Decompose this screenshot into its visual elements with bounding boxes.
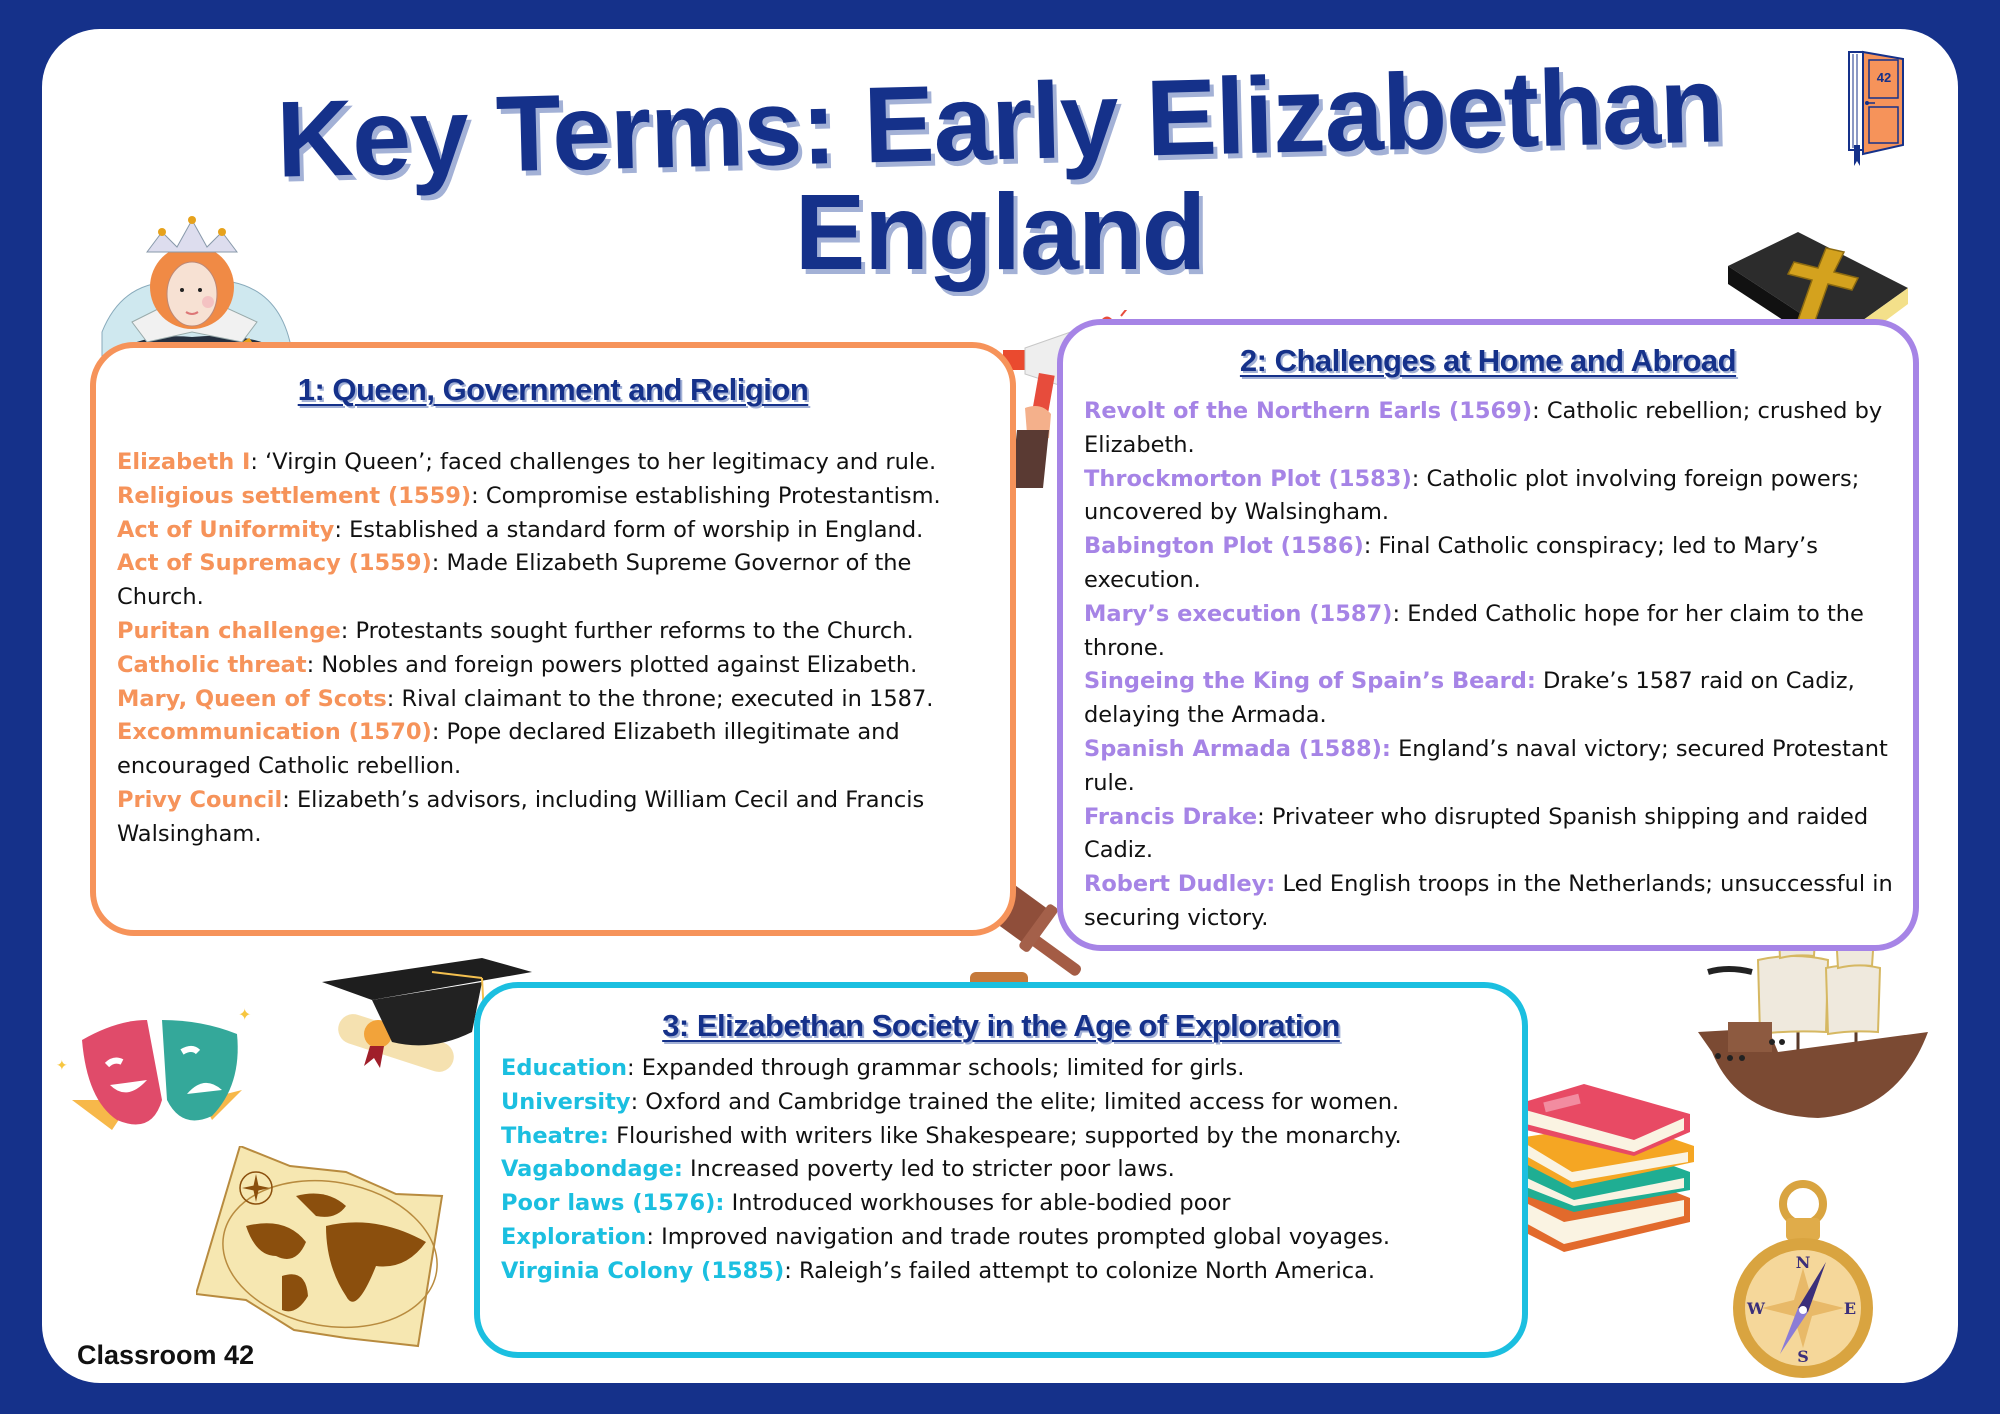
section-heading: 1: Queen, Government and Religion [297,372,809,407]
term-key: Exploration [501,1223,647,1250]
term-separator: : [386,685,402,712]
term-separator: : [306,651,322,678]
term-key: Poor laws (1576): [501,1190,725,1217]
term-key: Virginia Colony (1585) [501,1257,785,1284]
term-item [1084,598,1914,666]
svg-text:✦: ✦ [238,1005,252,1024]
term-definition: Rival claimant to the throne; executed in 1587. [401,685,934,712]
term-key: Catholic threat [117,651,307,678]
term-item [501,1255,1521,1289]
section-challenges-home-abroad [1057,319,1919,951]
term-definition: Raleigh’s failed attempt to colonize North America. [798,1257,1376,1284]
term-item [117,514,997,548]
term-key: Education [501,1055,627,1081]
term-item [1084,868,1914,936]
term-separator: : [282,786,297,813]
term-separator: : [431,550,447,577]
term-separator [609,1123,616,1149]
term-item [1084,395,1914,463]
term-definition: Ended Catholic hope for her claim to the throne. [1084,600,1864,661]
svg-text:42: 42 [1876,70,1892,85]
term-separator: : [334,516,350,543]
term-list [501,1052,1521,1289]
book-stack-icon [1504,1076,1700,1252]
term-key: Elizabeth I [117,449,251,475]
term-item [501,1221,1521,1255]
term-definition: Privateer who disrupted Spanish shipping and raided Cadiz. [1084,803,1869,864]
term-key: Francis Drake [1084,803,1258,830]
term-definition: Led English troops in the Netherlands; unsuccessful in securing victory. [1084,871,1893,931]
svg-text:N: N [1795,1253,1811,1272]
svg-text:W: W [1747,1299,1765,1318]
page-title-line-1: Key Terms: Early Elizabethan [275,43,1725,200]
term-key: Mary, Queen of Scots [117,685,387,712]
term-definition: Final Catholic conspiracy; led to Mary’s execution. [1084,533,1818,593]
term-separator [1391,736,1398,762]
term-item [501,1153,1521,1187]
theatre-masks-icon [42,990,262,1140]
term-key: Act of Supremacy (1559) [117,550,432,577]
term-key: Mary’s execution (1587) [1084,600,1393,627]
term-definition: Improved navigation and trade routes prompted global voyages. [661,1223,1391,1250]
term-separator: : [1257,803,1272,830]
term-definition: Oxford and Cambridge trained the elite; limited access for women. [645,1088,1400,1115]
term-item [1084,463,1914,531]
term-item [117,480,997,514]
svg-text:E: E [1843,1299,1857,1318]
compass-icon [1728,1172,1878,1382]
footer-brand: Classroom 42 [77,1340,255,1370]
term-separator: : [471,482,486,509]
term-definition: Flourished with writers like Shakespeare; supported by the monarchy. [616,1122,1402,1149]
term-item [117,649,997,683]
term-definition: Increased poverty led to stricter poor laws. [690,1156,1175,1183]
term-separator [1536,668,1543,694]
term-key: Act of Uniformity [117,516,335,543]
term-item [117,784,997,852]
term-definition: ‘Virgin Queen’; faced challenges to her legitimacy and rule. [265,449,937,475]
term-separator: : [626,1055,642,1081]
section-heading: 3: Elizabethan Society in the Age of Exploration [662,1008,1340,1043]
term-item [1084,733,1914,801]
term-item [117,683,997,717]
term-separator [683,1156,690,1182]
term-definition: Introduced workhouses for able-bodied poor [731,1190,1231,1217]
term-item [1084,665,1914,733]
term-item [1084,801,1914,869]
term-separator: : [1411,465,1427,492]
term-separator: : [1363,533,1379,560]
term-item [501,1120,1521,1154]
term-key: Theatre: [501,1122,609,1149]
term-definition: Compromise establishing Protestantism. [485,482,941,509]
term-item [117,615,997,649]
term-separator: : [784,1257,799,1284]
term-definition: Catholic plot involving foreign powers; uncovered by Walsingham. [1084,465,1860,526]
term-key: Puritan challenge [117,617,341,644]
term-separator: : [340,617,356,644]
term-separator: : [630,1088,646,1115]
term-definition: Pope declared Elizabeth illegitimate and encouraged Catholic rebellion. [117,719,900,780]
treasure-map-icon [196,1146,446,1358]
term-separator: : [431,719,447,746]
term-definition: Protestants sought further reforms to the Church. [355,617,914,644]
term-separator: : [646,1223,662,1250]
term-definition: Made Elizabeth Supreme Governor of the Church. [117,550,912,611]
section-queen-government-religion [90,342,1016,936]
term-list [1084,395,1914,936]
term-item [501,1052,1521,1086]
term-definition: Expanded through grammar schools; limited for girls. [641,1055,1245,1081]
term-key: Religious settlement (1559) [117,482,472,509]
term-item [501,1187,1521,1221]
term-item [1084,530,1914,598]
term-key: Revolt of the Northern Earls (1569) [1084,398,1533,424]
term-key: Robert Dudley: [1084,871,1276,898]
term-definition: England’s naval victory; secured Protestant rule. [1084,735,1888,796]
term-key: Privy Council [117,786,283,813]
term-key: Babington Plot (1586) [1084,533,1364,560]
term-key: Singeing the King of Spain’s Beard: [1084,668,1536,695]
term-separator: : [1392,600,1408,627]
term-key: Throckmorton Plot (1583) [1084,465,1412,492]
svg-text:✦: ✦ [56,1058,68,1074]
term-definition: Elizabeth’s advisors, including William Cecil and Francis Walsingham. [117,786,925,847]
page-title-line-2: England [794,171,1206,292]
term-separator: : [250,449,266,475]
svg-text:S: S [1797,1347,1809,1366]
term-definition: Drake’s 1587 raid on Cadiz, delaying the Armada. [1084,668,1855,729]
term-definition: Catholic rebellion; crushed by Elizabeth. [1084,398,1883,458]
section-society-exploration [474,982,1528,1358]
term-list [117,446,997,852]
term-definition: Established a standard form of worship in England. [349,516,924,543]
term-key: University [501,1088,631,1115]
term-item [117,446,997,480]
classroom42-door-logo-icon [1848,50,1906,168]
term-key: Excommunication (1570) [117,719,432,746]
term-key: Spanish Armada (1588): [1084,735,1391,762]
term-item [501,1086,1521,1120]
term-item [117,547,997,615]
term-definition: Nobles and foreign powers plotted against Elizabeth. [321,651,918,678]
term-item [117,716,997,784]
term-separator [724,1190,731,1216]
term-separator: : [1532,398,1547,424]
section-heading: 2: Challenges at Home and Abroad [1239,343,1737,378]
term-key: Vagabondage: [501,1156,683,1183]
